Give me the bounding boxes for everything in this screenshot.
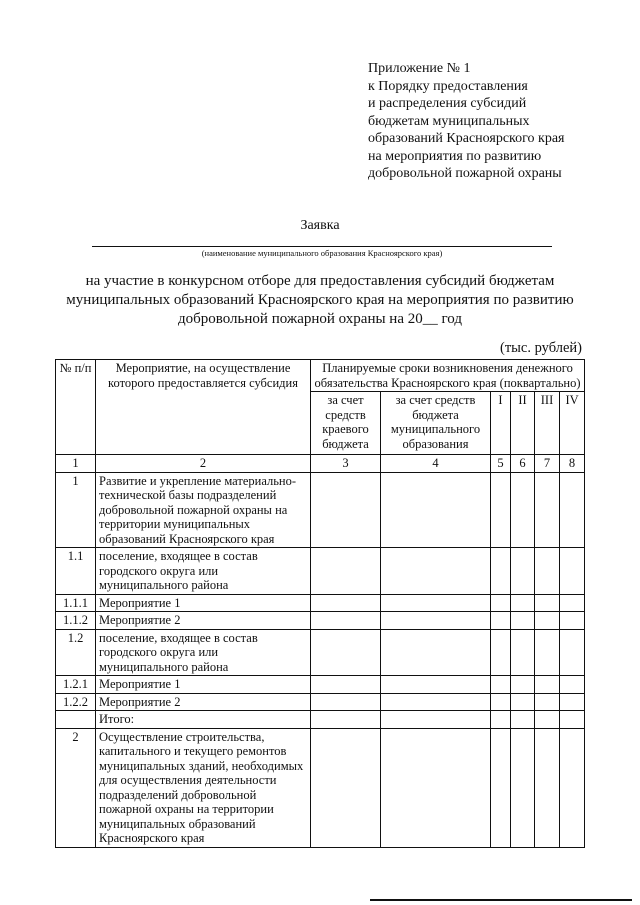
table-row <box>56 612 585 630</box>
cell <box>511 693 535 711</box>
row-num: 1.1.1 <box>56 594 96 612</box>
table-row <box>56 693 585 711</box>
cell <box>491 594 511 612</box>
cell <box>511 472 535 548</box>
table-row <box>56 548 585 595</box>
row-num: 1.1.2 <box>56 612 96 630</box>
bottom-rule <box>370 899 632 901</box>
cell <box>311 548 381 595</box>
cell <box>311 472 381 548</box>
table-row <box>56 629 585 676</box>
cell <box>311 629 381 676</box>
row-num: 1.1 <box>56 548 96 595</box>
cell <box>381 594 491 612</box>
cell <box>381 728 491 847</box>
purpose-line: добровольной пожарной охраны на 20__ год <box>178 311 462 327</box>
cell <box>491 472 511 548</box>
col-number: 5 <box>491 455 511 473</box>
table-row <box>56 676 585 694</box>
cell <box>560 594 585 612</box>
table-row <box>56 594 585 612</box>
col-number: 8 <box>560 455 585 473</box>
cell <box>381 676 491 694</box>
appendix-line: и распределения субсидий <box>368 96 527 111</box>
col-number: 3 <box>311 455 381 473</box>
header-planned: Планируемые сроки возникновения денежного обязательства Красноярского края (поквартально) <box>311 360 585 392</box>
cell <box>511 728 535 847</box>
cell <box>535 472 560 548</box>
row-num: 1.2 <box>56 629 96 676</box>
cell <box>381 629 491 676</box>
header-num: № п/п <box>56 360 96 455</box>
row-num: 1 <box>56 472 96 548</box>
cell <box>491 548 511 595</box>
header-q1: I <box>491 392 511 455</box>
cell <box>535 728 560 847</box>
header-regional: за счет средств краевого бюджета <box>311 392 381 455</box>
row-text: Мероприятие 1 <box>96 676 311 694</box>
table-row <box>56 711 585 729</box>
appendix-line: бюджетам муниципальных <box>368 113 530 129</box>
cell <box>560 629 585 676</box>
cell <box>491 676 511 694</box>
row-text: Осуществление строительства, капитального и текущего ремонтов муниципальных зданий, необходимых для осуществления деятельности подразделений добровольной пожарной охраны на территории муниципальных образований Красноярского края <box>96 728 311 847</box>
table-row <box>56 728 585 847</box>
cell <box>381 711 491 729</box>
cell <box>560 676 585 694</box>
cell <box>560 612 585 630</box>
row-text: Мероприятие 1 <box>96 594 311 612</box>
cell <box>535 676 560 694</box>
header-q2: II <box>511 392 535 455</box>
cell <box>311 612 381 630</box>
cell <box>311 711 381 729</box>
col-number: 4 <box>381 455 491 473</box>
cell <box>511 548 535 595</box>
row-num: 1.2.1 <box>56 676 96 694</box>
table-row <box>56 472 585 548</box>
row-text: Итого: <box>96 711 311 729</box>
header-row <box>56 360 585 392</box>
cell <box>535 711 560 729</box>
cell <box>311 693 381 711</box>
header-q3: III <box>535 392 560 455</box>
cell <box>511 676 535 694</box>
col-number: 6 <box>511 455 535 473</box>
header-event: Мероприятие, на осуществление которого предоставляется субсидия <box>96 360 311 455</box>
appendix-line: образований Красноярского края <box>368 131 565 146</box>
purpose-block <box>40 272 600 329</box>
row-text: Мероприятие 2 <box>96 693 311 711</box>
cell <box>311 676 381 694</box>
cell <box>535 693 560 711</box>
cell <box>511 612 535 630</box>
cell <box>311 728 381 847</box>
appendix-line: Приложение № 1 <box>368 61 471 76</box>
row-text: поселение, входящее в состав городского округа или муниципального района <box>96 548 311 595</box>
row-text: Мероприятие 2 <box>96 612 311 630</box>
row-num <box>56 711 96 729</box>
appendix-line: добровольной пожарной охраны <box>368 166 562 181</box>
cell <box>560 472 585 548</box>
document-title: Заявка <box>300 218 340 233</box>
row-num: 2 <box>56 728 96 847</box>
row-num: 1.2.2 <box>56 693 96 711</box>
cell <box>311 594 381 612</box>
cell <box>560 548 585 595</box>
cell <box>491 612 511 630</box>
cell <box>381 548 491 595</box>
cell <box>535 612 560 630</box>
row-text: поселение, входящее в состав городского округа или муниципального района <box>96 629 311 676</box>
cell <box>560 693 585 711</box>
cell <box>491 711 511 729</box>
col-number: 7 <box>535 455 560 473</box>
cell <box>381 693 491 711</box>
col-number: 2 <box>96 455 311 473</box>
col-number: 1 <box>56 455 96 473</box>
header-municipal: за счет средств бюджета муниципального образования <box>381 392 491 455</box>
cell <box>535 594 560 612</box>
purpose-line: муниципальных образований Красноярского края на мероприятия по развитию <box>66 292 574 308</box>
appendix-line: к Порядку предоставления <box>368 78 528 94</box>
cell <box>511 711 535 729</box>
municipality-name-line <box>92 246 552 247</box>
cell <box>560 728 585 847</box>
cell <box>381 612 491 630</box>
cell <box>381 472 491 548</box>
column-numbers-row <box>56 455 585 473</box>
municipality-name-caption: (наименование муниципального образования Красноярского края) <box>201 248 443 258</box>
header-q4: IV <box>560 392 585 455</box>
cell <box>535 548 560 595</box>
appendix-line: на мероприятия по развитию <box>368 148 542 164</box>
cell <box>560 711 585 729</box>
cell <box>491 693 511 711</box>
cell <box>511 594 535 612</box>
cell <box>491 728 511 847</box>
subsidy-table <box>55 359 585 848</box>
cell <box>535 629 560 676</box>
cell <box>511 629 535 676</box>
purpose-line: на участие в конкурсном отборе для предоставления субсидий бюджетам <box>85 273 555 289</box>
appendix-block <box>368 60 565 183</box>
row-text: Развитие и укрепление материально-технической базы подразделений добровольной пожарной охраны на территории муниципальных образований Красноярского края <box>96 472 311 548</box>
cell <box>491 629 511 676</box>
units-label: (тыс. рублей) <box>500 340 582 356</box>
